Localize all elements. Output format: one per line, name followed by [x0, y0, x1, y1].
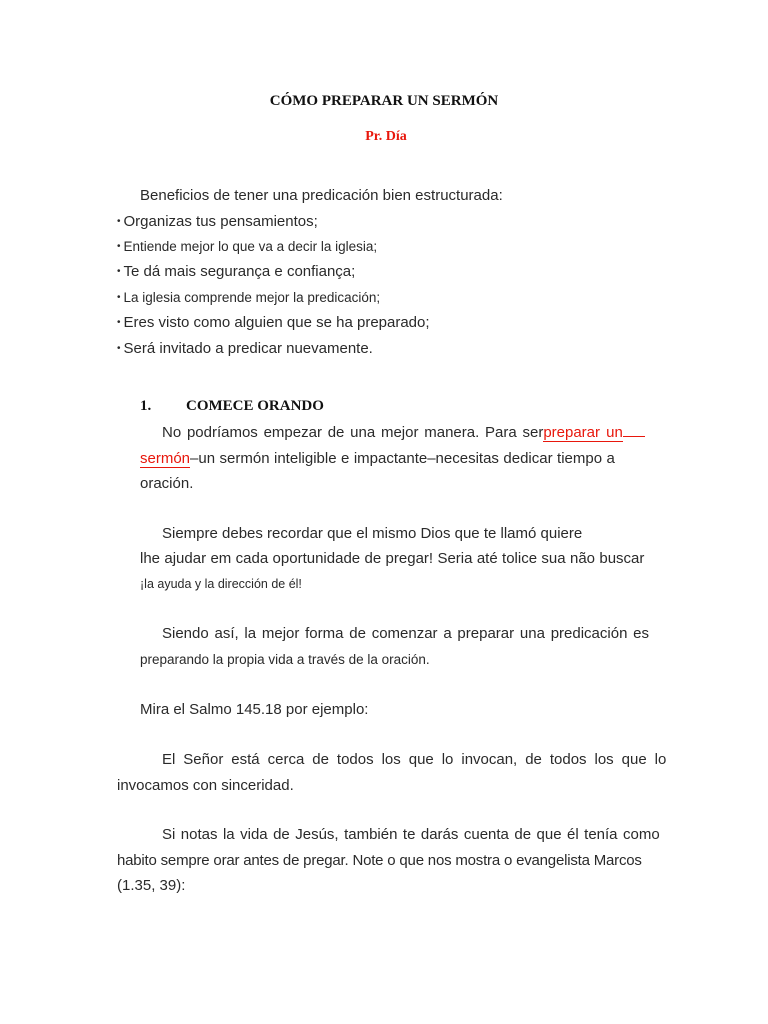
bullet-item: [117, 238, 377, 256]
bullet-item: [117, 289, 380, 307]
tracked-change-link[interactable]: sermón: [140, 450, 191, 467]
paragraph-line: [162, 424, 658, 442]
bullet-icon: •: [117, 216, 121, 227]
paragraph-line: preparando la propia vida a través de la oración.: [140, 652, 430, 667]
paragraph-line: habito sempre orar antes de pregar. Note o que nos mostra o evangelista Marcos: [117, 852, 642, 869]
paragraph-text: –un sermón inteligible e impactante–necesitas dedicar tiempo a: [190, 450, 615, 467]
underline-trail: [623, 424, 645, 437]
bullet-icon: •: [117, 343, 121, 354]
paragraph-line: Siempre debes recordar que el mismo Dios que te llamó quiere: [162, 525, 583, 542]
paragraph-line: Siendo así, la mejor forma de comenzar a preparar una predicación es: [162, 625, 650, 642]
bullet-text: Entiende mejor lo que va a decir la iglesia;: [123, 239, 378, 254]
paragraph-line: El Señor está cerca de todos los que lo invocan, de todos los que lo: [162, 751, 667, 768]
bullet-text: Eres visto como alguien que se ha preparado;: [123, 314, 430, 331]
intro-text: Beneficios de tener una predicación bien estructurada:: [140, 187, 503, 204]
paragraph-line: Mira el Salmo 145.18 por ejemplo:: [140, 701, 369, 718]
tracked-change-link[interactable]: preparar un: [543, 424, 623, 441]
bullet-text: Será invitado a predicar nuevamente.: [123, 340, 373, 357]
bullet-item: [117, 314, 430, 332]
section-heading: [140, 398, 324, 415]
paragraph-line: (1.35, 39):: [117, 877, 186, 894]
bullet-icon: •: [117, 241, 121, 252]
bullet-item: [117, 263, 355, 281]
paragraph-line: invocamos con sinceridad.: [117, 777, 294, 794]
bullet-icon: •: [117, 317, 121, 328]
bullet-text: Te dá mais segurança e confiança;: [123, 263, 356, 280]
paragraph-line: [140, 450, 615, 468]
document-title: CÓMO PREPARAR UN SERMÓN: [269, 93, 499, 109]
bullet-icon: •: [117, 292, 121, 303]
paragraph-line: oración.: [140, 475, 194, 492]
bullet-text: La iglesia comprende mejor la predicación;: [123, 290, 381, 305]
author-line: Pr. Día: [365, 129, 407, 144]
bullet-item: [117, 340, 373, 358]
paragraph-line: lhe ajudar em cada oportunidade de pregar! Seria até tolice sua não buscar: [140, 550, 645, 567]
paragraph-line: ¡la ayuda y la dirección de él!: [140, 577, 302, 591]
paragraph-text: No podríamos empezar de una mejor manera. Para ser: [162, 424, 544, 441]
section-title: COMECE ORANDO: [186, 398, 324, 414]
bullet-icon: •: [117, 266, 121, 277]
bullet-item: [117, 213, 318, 231]
section-number: 1.: [140, 398, 152, 414]
paragraph-line: Si notas la vida de Jesús, también te darás cuenta de que él tenía como: [162, 826, 660, 843]
bullet-text: Organizas tus pensamientos;: [123, 213, 318, 230]
